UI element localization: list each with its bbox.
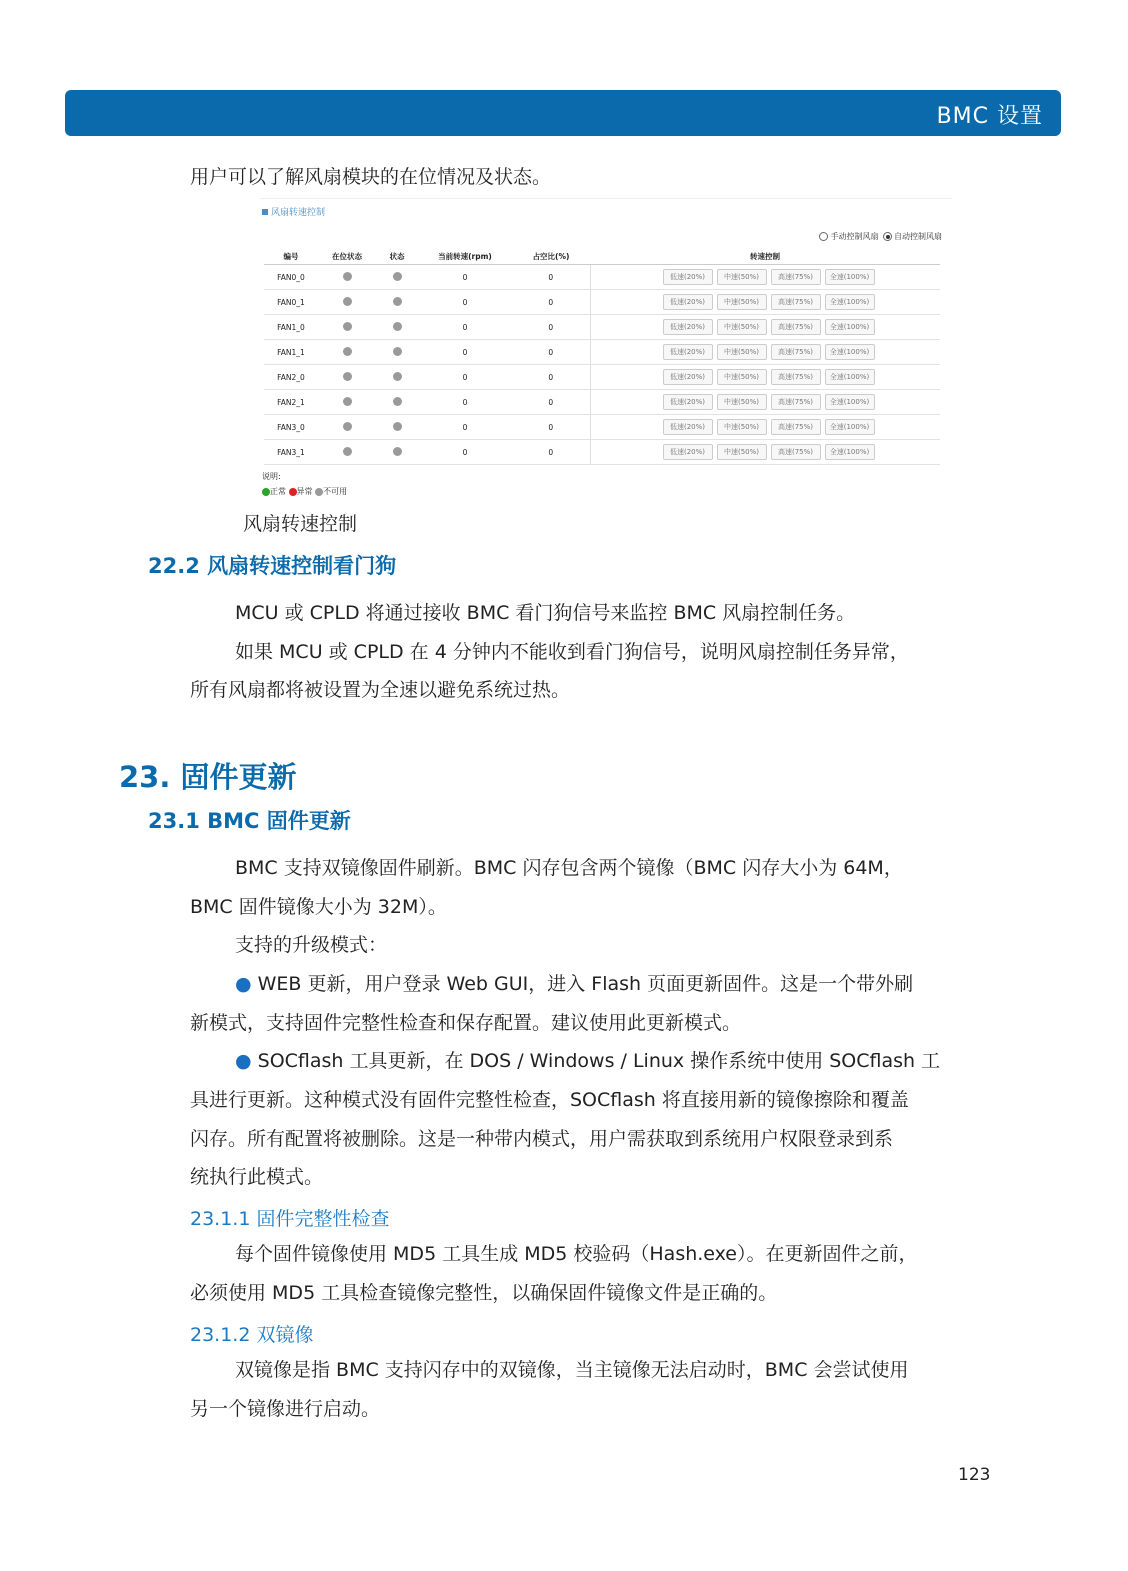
table-row <box>264 440 940 465</box>
table-row <box>264 365 940 390</box>
fan-duty: 0 <box>512 340 590 365</box>
presence-indicator-icon <box>343 372 352 381</box>
legend-ok: 正常 <box>270 487 286 496</box>
speed-button[interactable]: 全速(100%) <box>825 344 875 360</box>
mode-selector <box>817 231 942 242</box>
fan-rpm: 0 <box>418 290 512 315</box>
col-duty: 占空比(%) <box>512 248 590 265</box>
fan-id: FAN2_1 <box>264 390 318 415</box>
sec2312-p1b: 另一个镜像进行启动。 <box>190 1398 381 1420</box>
intro-text: 用户可以了解风扇模块的在位情况及状态。 <box>190 166 552 188</box>
status-indicator-icon <box>393 347 402 356</box>
status-indicator-icon <box>393 372 402 381</box>
table-row <box>264 290 940 315</box>
section-22-2-title: 22.2 风扇转速控制看门狗 <box>148 554 397 578</box>
presence-indicator-icon <box>343 322 352 331</box>
speed-button[interactable]: 低速(20%) <box>663 419 713 435</box>
presence-cell <box>318 365 376 390</box>
speed-button[interactable]: 低速(20%) <box>663 269 713 285</box>
presence-indicator-icon <box>343 297 352 306</box>
fan-duty: 0 <box>512 390 590 415</box>
sec2311-p1b: 必须使用 MD5 工具检查镜像完整性，以确保固件镜像文件是正确的。 <box>190 1282 778 1304</box>
sec231-p2: 支持的升级模式： <box>235 934 388 956</box>
status-indicator-icon <box>393 397 402 406</box>
table-row <box>264 340 940 365</box>
presence-cell <box>318 415 376 440</box>
presence-indicator-icon <box>343 347 352 356</box>
status-cell <box>376 365 418 390</box>
speed-button[interactable]: 全速(100%) <box>825 394 875 410</box>
presence-indicator-icon <box>343 447 352 456</box>
col-id: 编号 <box>264 248 318 265</box>
speed-button[interactable]: 全速(100%) <box>825 369 875 385</box>
speed-button[interactable]: 高速(75%) <box>771 294 821 310</box>
auto-mode-label: 自动控制风扇 <box>894 232 942 241</box>
presence-cell <box>318 440 376 465</box>
error-icon <box>289 488 297 496</box>
chapter-23-title: 23. 固件更新 <box>119 760 297 794</box>
fan-id: FAN1_1 <box>264 340 318 365</box>
legend-na: 不可用 <box>323 487 348 496</box>
speed-button[interactable]: 低速(20%) <box>663 444 713 460</box>
legend-title: 说明: <box>262 472 281 481</box>
status-cell <box>376 415 418 440</box>
manual-radio-icon[interactable] <box>819 232 828 241</box>
bullet-socflash-cont2: 闪存。所有配置将被删除。这是一种带内模式，用户需获取到系统用户权限登录到系 <box>190 1128 894 1150</box>
col-status: 状态 <box>376 248 418 265</box>
speed-button[interactable]: 低速(20%) <box>663 294 713 310</box>
header-bar <box>65 90 1061 136</box>
status-indicator-icon <box>393 322 402 331</box>
speed-button[interactable]: 中速(50%) <box>717 344 767 360</box>
fan-duty: 0 <box>512 290 590 315</box>
fan-rpm: 0 <box>418 340 512 365</box>
speed-button[interactable]: 中速(50%) <box>717 369 767 385</box>
speed-button[interactable]: 高速(75%) <box>771 319 821 335</box>
col-rpm: 当前转速(rpm) <box>418 248 512 265</box>
status-cell <box>376 265 418 290</box>
legend <box>262 471 347 497</box>
header-title: BMC 设置 <box>936 104 1043 129</box>
speed-button[interactable]: 高速(75%) <box>771 369 821 385</box>
sec222-p2b: 所有风扇都将被设置为全速以避免系统过热。 <box>190 679 571 701</box>
status-indicator-icon <box>393 297 402 306</box>
bullet-web-cont: 新模式，支持固件完整性检查和保存配置。建议使用此更新模式。 <box>190 1012 742 1034</box>
status-cell <box>376 315 418 340</box>
speed-button[interactable]: 全速(100%) <box>825 444 875 460</box>
bullet-icon: ● <box>235 973 252 995</box>
status-cell <box>376 440 418 465</box>
fan-duty: 0 <box>512 265 590 290</box>
sec231-p1a: BMC 支持双镜像固件刷新。BMC 闪存包含两个镜像（BMC 闪存大小为 64M， <box>235 857 903 879</box>
presence-indicator-icon <box>343 422 352 431</box>
unavailable-icon <box>315 488 323 496</box>
auto-radio-icon[interactable] <box>883 232 892 241</box>
speed-button[interactable]: 高速(75%) <box>771 419 821 435</box>
fan-rpm: 0 <box>418 440 512 465</box>
fan-id: FAN0_1 <box>264 290 318 315</box>
sec2312-p1a: 双镜像是指 BMC 支持闪存中的双镜像，当主镜像无法启动时，BMC 会尝试使用 <box>235 1359 909 1381</box>
fan-rpm: 0 <box>418 315 512 340</box>
fan-duty: 0 <box>512 315 590 340</box>
table-row <box>264 315 940 340</box>
fan-rpm: 0 <box>418 390 512 415</box>
speed-button[interactable]: 中速(50%) <box>717 269 767 285</box>
speed-button[interactable]: 中速(50%) <box>717 294 767 310</box>
fan-table-header <box>264 248 940 265</box>
panel-icon <box>262 209 268 215</box>
fan-id: FAN3_1 <box>264 440 318 465</box>
fan-duty: 0 <box>512 415 590 440</box>
legend-bad: 异常 <box>296 487 313 496</box>
sec222-p1: MCU 或 CPLD 将通过接收 BMC 看门狗信号来监控 BMC 风扇控制任务。 <box>235 602 856 624</box>
speed-button[interactable]: 中速(50%) <box>717 444 767 460</box>
screenshot-title: 风扇转速控制 <box>262 205 325 218</box>
speed-control-cell <box>590 340 940 365</box>
speed-button[interactable]: 高速(75%) <box>771 444 821 460</box>
speed-button[interactable]: 高速(75%) <box>771 269 821 285</box>
table-row <box>264 415 940 440</box>
section-23-1-2-title: 23.1.2 双镜像 <box>190 1324 314 1346</box>
speed-control-cell <box>590 315 940 340</box>
presence-indicator-icon <box>343 397 352 406</box>
page-number: 123 <box>958 1465 991 1485</box>
fan-rpm: 0 <box>418 415 512 440</box>
fan-duty: 0 <box>512 440 590 465</box>
speed-button[interactable]: 低速(20%) <box>663 394 713 410</box>
speed-button[interactable]: 中速(50%) <box>717 419 767 435</box>
speed-button[interactable]: 低速(20%) <box>663 344 713 360</box>
sec222-p2a: 如果 MCU 或 CPLD 在 4 分钟内不能收到看门狗信号，说明风扇控制任务异常， <box>235 641 909 663</box>
presence-cell <box>318 315 376 340</box>
fan-rpm: 0 <box>418 265 512 290</box>
speed-button[interactable]: 中速(50%) <box>717 319 767 335</box>
presence-cell <box>318 390 376 415</box>
table-row <box>264 265 940 290</box>
speed-control-cell <box>590 415 940 440</box>
presence-indicator-icon <box>343 272 352 281</box>
speed-button[interactable]: 低速(20%) <box>663 319 713 335</box>
speed-control-cell <box>590 440 940 465</box>
fan-rpm: 0 <box>418 365 512 390</box>
speed-button[interactable]: 全速(100%) <box>825 294 875 310</box>
bullet-web: ● WEB 更新，用户登录 Web GUI，进入 Flash 页面更新固件。这是一个带外刷 <box>235 973 914 995</box>
bullet-socflash-cont1: 具进行更新。这种模式没有固件完整性检查，SOCflash 将直接用新的镜像擦除和覆盖 <box>190 1089 909 1111</box>
fan-id: FAN0_0 <box>264 265 318 290</box>
bullet-socflash-cont3: 统执行此模式。 <box>190 1166 324 1188</box>
speed-button[interactable]: 全速(100%) <box>825 269 875 285</box>
presence-cell <box>318 290 376 315</box>
speed-button[interactable]: 高速(75%) <box>771 394 821 410</box>
speed-button[interactable]: 高速(75%) <box>771 344 821 360</box>
manual-mode-label: 手动控制风扇 <box>830 232 879 241</box>
speed-control-cell <box>590 290 940 315</box>
presence-cell <box>318 265 376 290</box>
speed-control-cell <box>590 365 940 390</box>
col-presence: 在位状态 <box>318 248 376 265</box>
bullet-icon: ● <box>235 1050 252 1072</box>
speed-control-cell <box>590 265 940 290</box>
speed-button[interactable]: 低速(20%) <box>663 369 713 385</box>
sec2311-p1a: 每个固件镜像使用 MD5 工具生成 MD5 校验码（Hash.exe）。在更新固件之前， <box>235 1243 918 1265</box>
status-indicator-icon <box>393 272 402 281</box>
fan-id: FAN2_0 <box>264 365 318 390</box>
status-indicator-icon <box>393 422 402 431</box>
bullet-socflash: ● SOCflash 工具更新，在 DOS / Windows / Linux 操作系统中使用 SOCflash 工 <box>235 1050 941 1072</box>
col-speed-control: 转速控制 <box>590 248 940 265</box>
speed-button[interactable]: 全速(100%) <box>825 319 875 335</box>
figure-caption: 风扇转速控制 <box>243 513 358 535</box>
status-cell <box>376 290 418 315</box>
speed-button[interactable]: 中速(50%) <box>717 394 767 410</box>
status-cell <box>376 340 418 365</box>
status-cell <box>376 390 418 415</box>
presence-cell <box>318 340 376 365</box>
speed-button[interactable]: 全速(100%) <box>825 419 875 435</box>
ok-icon <box>262 488 270 496</box>
section-23-1-title: 23.1 BMC 固件更新 <box>148 809 351 833</box>
status-indicator-icon <box>393 447 402 456</box>
fan-id: FAN1_0 <box>264 315 318 340</box>
fan-table <box>264 248 940 465</box>
fan-id: FAN3_0 <box>264 415 318 440</box>
speed-control-cell <box>590 390 940 415</box>
section-23-1-1-title: 23.1.1 固件完整性检查 <box>190 1208 390 1230</box>
fan-control-screenshot <box>260 198 952 505</box>
fan-duty: 0 <box>512 365 590 390</box>
table-row <box>264 390 940 415</box>
sec231-p1b: BMC 固件镜像大小为 32M）。 <box>190 896 447 918</box>
